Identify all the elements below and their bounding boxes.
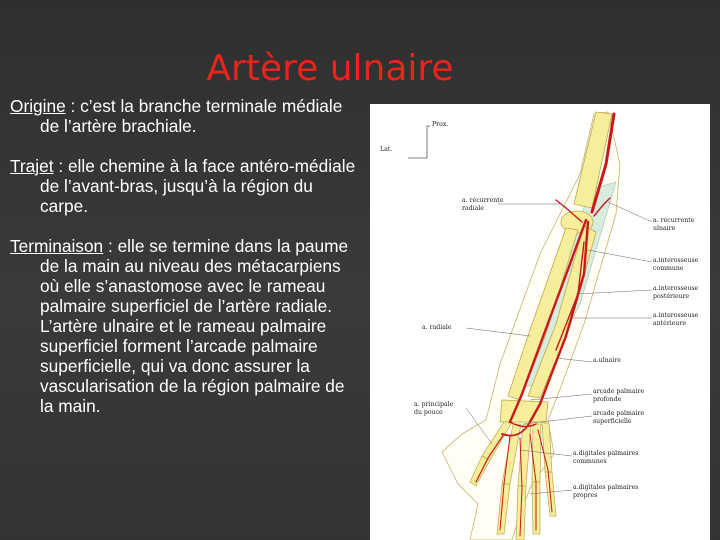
section-text: : elle chemine à la face antéro-médiale de l’avant-bras, jusqu’à la région du carpe. [40, 156, 356, 216]
section-text: : elle se termine dans la paume de la main au niveau des métacarpiens où elle s’anastomose avec le rameau palmaire superficiel de l’artère radiale. L’artère ulnaire et le rameau palmaire superficiel forment l’arcade palmaire superficielle, qui va donc assurer la vascularisation de la région palmaire de la main. [40, 236, 349, 416]
label-ulnaire: a.ulnaire [593, 357, 621, 364]
orientation-axes [408, 126, 430, 158]
section-trajet [10, 156, 362, 216]
label-recurrente-ulnaire: a. récurrente ulnaire [653, 217, 695, 232]
section-term: Trajet [10, 156, 54, 176]
slide-body [10, 96, 362, 436]
label-arcade-superficielle: arcade palmaire superficielle [593, 410, 645, 425]
label-recurrente-radiale: a. récurrente radiale [462, 197, 504, 212]
label-digitales-communes: a.digitales palmaires communes [573, 450, 639, 465]
label-arcade-profonde: arcade palmaire profonde [593, 388, 645, 403]
label-digitales-propres: a.digitales palmaires propres [573, 484, 639, 499]
label-interosseuse-anterieure: a.interosseuse antérieure [653, 312, 699, 327]
section-term: Origine [10, 96, 66, 116]
label-principale-pouce: a. principale du pouce [414, 401, 454, 416]
section-term: Terminaison [10, 236, 104, 256]
anatomy-figure [370, 104, 710, 540]
slide-title: Artère ulnaire [206, 48, 454, 89]
label-interosseuse-commune: a.interosseuse commune [653, 257, 699, 272]
section-terminaison [10, 236, 362, 416]
section-text: : c’est la branche terminale médiale de l’artère brachiale. [40, 96, 343, 136]
section-origine [10, 96, 362, 136]
label-lat: Lat. [380, 146, 393, 153]
label-interosseuse-posterieure: a.interosseuse postérieure [653, 285, 699, 300]
label-radiale: a. radiale [422, 324, 452, 331]
label-prox: Prox. [432, 121, 449, 128]
